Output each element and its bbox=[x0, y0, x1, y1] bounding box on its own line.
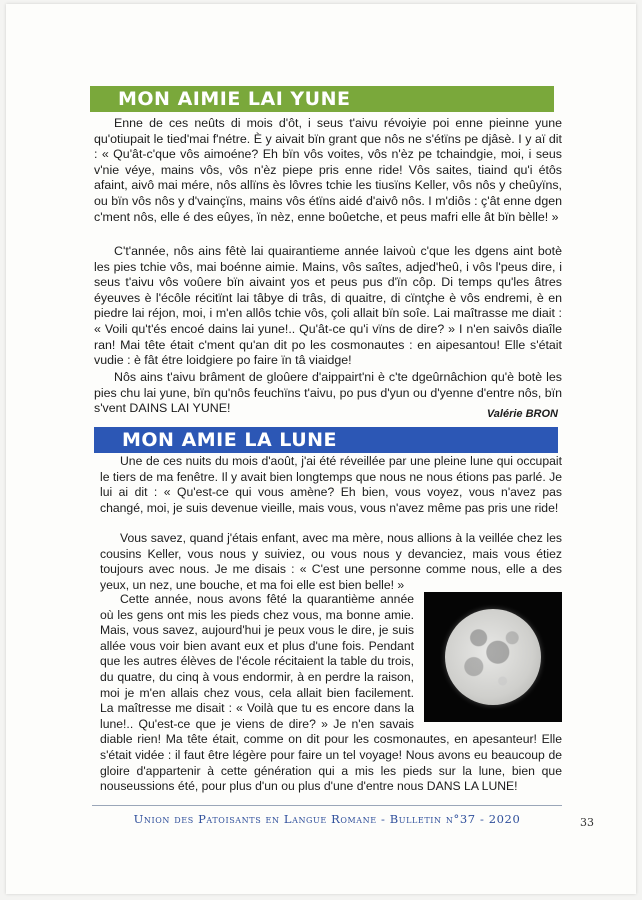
document-page bbox=[6, 4, 636, 894]
patois-paragraph-1: Enne de ces neûts di mois d'ôt, i seus t'aivu révoiyie poi enne pieinne yune qu'otiupait le tied'mai f'nétre. È y aivait bïn grant que nôs ne s'étïns pe djâsè. I y aï dit : « Qu'ât-c'que vôs aimoéne? Eh bïn vôs voites, vôs n'èz pe tchaindgie, moi, i seus v'nie véye, mains vôs, vôs n'èz piepe pris enne ride! Vôs saites, tiaind qu'i étôs afaint, aivô mai mére, nôs allïns ès lôvres tchie les tiusïns Keller, vôs nôs y cheûyïns, ou bïn vôs nôs y d'vainçïns, mains vôs étïns aidé d'aivô nôs. I m'diôs : ç'ât enne dgen c'ment nôs, elle é des eûyes, ïn nèz, enne boûetche, et peus mafri elle ât bïn bèlle! » bbox=[94, 116, 562, 224]
title-banner-french: MON AMIE LA LUNE bbox=[94, 427, 558, 453]
full-moon-photo bbox=[424, 592, 562, 722]
author-signature: Valérie BRON bbox=[486, 408, 558, 420]
french-paragraph-1: Une de ces nuits du mois d'août, j'ai été réveillée par une pleine lune qui occupait le tiers de ma fenêtre. Il y avait bien longtemps que nous ne nous étions pas parlé. Je lui ai dit : « Qu'est-ce qui vous amène? Eh bien, vous voyez, vous n'avez pas changé, moi, je suis devenue vieille, mais vous, vous n'avez même pas pris une ride! bbox=[100, 454, 562, 515]
footer-text: Union des Patoisants en Langue Romane - Bulletin n°37 - 2020 bbox=[133, 812, 521, 826]
french-paragraph-2: Vous savez, quand j'étais enfant, avec ma mère, nous allions à la veillée chez les cousins Keller, vous nous y suiviez, ou vous nous y devanciez, mais vous étiez toujours avec nous. Je me disais : « C'est une personne comme nous, elle a des yeux, un nez, une bouche, et ma foi elle est bien belle! » bbox=[100, 531, 562, 592]
french-paragraph-3-block bbox=[100, 592, 562, 795]
footer-divider bbox=[92, 805, 562, 806]
patois-paragraph-3: Nôs ains t'aivu brâment de gloûere d'aippairt'ni è c'te dgeûrnâchion qu'è botè les pies chu lai yune, bïn qu'nôs feuchïns t'aivu, po pus d'yun ou d'yenne d'entre nôs, bïn s'vent DAINS LAI YUNE! bbox=[94, 370, 562, 416]
page-number: 33 bbox=[580, 816, 594, 829]
moon-icon bbox=[445, 609, 541, 705]
title-banner-patois: MON AIMIE LAI YUNE bbox=[90, 86, 554, 112]
french-paragraph-3: Cette année, nous avons fêté la quarantième année où les gens ont mis les pieds chez vous, ma bonne amie. Mais, vous savez, aujourd'hui je peux vous le dire, je suis allée vous voir bien avant eux et plus d'une fois. Pendant que les autres élèves de l'école récitaient la table du trois, du quatre, du cinq à vous endormir, à en perdre la raison, moi je m'en allais chez vous, cela allait bien facilement. La maîtresse me disait : « Voilà que tu es encore dans la lune!.. Qu'est-ce que je viens de dire? » Je n'en savais diable rien! Ma tête était, comme on dit pour les cosmonautes, en apesanteur! Elle s'était vidée : il faut être légère pour faire un tel voyage! Nous avons eu beaucoup de gloire d'appartenir à cette génération qui a mis les pieds sur la lune, bien que nouseussions été, pour plus d'un ou plus d'une d'entre nous DANS LA LUNE! bbox=[100, 592, 562, 794]
patois-paragraph-2: C't'année, nôs ains fêtè lai quairantieme année laivoù c'que les dgens aint botè les pies tchie vôs, mai boénne aimie. Mains, vôs saîtes, adjed'heû, i vôs l'peus dire, i seus t'aivu vôs voûere bïn aivaint yos et peus pus d'ïn côp. Di temps qu'les âtres éyeuves è l'écôle récitïnt lai tâbye di trâs, di quaitre, di cïntçhe è vôs endremi, è en piedre lai réjon, moi, i m'en allôs tchie vôs, çoli allait bïn soîe. Lai maîtrasse me diait : « Voili qu't'és encoé dains lai yune!.. Qu'ât-ce qu'i vïns de dire? » I n'en saivôs diaîle ran! Mai tête était c'ment qu'an dit po les cosmonautes : en aipesantou! Elle s'était vudie : è fât étre loidgiere po faire ïn tâ viaidge! bbox=[94, 244, 562, 368]
